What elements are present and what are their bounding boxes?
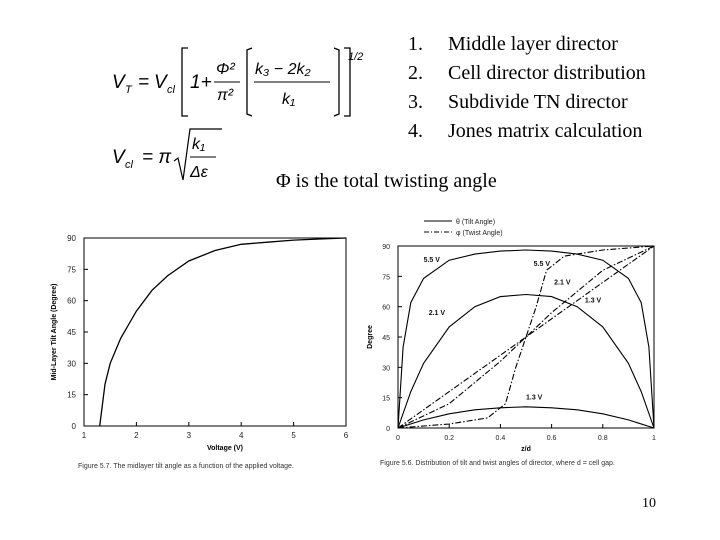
- step-number: 1.: [408, 33, 423, 55]
- svg-text:V: V: [112, 147, 125, 168]
- svg-text:Φ²: Φ²: [216, 61, 235, 78]
- x-tick-label: 0.4: [495, 435, 506, 442]
- svg-text:k₃ − 2k₂: k₃ − 2k₂: [255, 61, 311, 78]
- y-tick-label: 45: [67, 328, 76, 337]
- x-tick-label: 3: [186, 431, 192, 440]
- x-tick-label: 2: [134, 431, 139, 440]
- x-tick-label: 0.6: [546, 435, 557, 442]
- svg-text:Δε: Δε: [190, 164, 208, 181]
- y-tick-label: 90: [67, 234, 76, 243]
- figure-caption-left: Figure 5.7. The midlayer tilt angle as a function of the applied voltage.: [78, 463, 294, 470]
- threshold-voltage-formula: [112, 38, 382, 118]
- step-text: Jones matrix calculation: [448, 120, 643, 142]
- x-axis-label: Voltage (V): [206, 445, 244, 452]
- tilt-twist-distribution-chart: [360, 212, 670, 462]
- y-tick-label: 30: [67, 359, 76, 369]
- svg-text:1/2: 1/2: [348, 51, 364, 63]
- svg-text:cl: cl: [167, 84, 175, 96]
- twist-curve-label: 1.3 V: [584, 297, 602, 305]
- y-tick-label: 45: [382, 335, 390, 342]
- y-tick-label: 75: [67, 265, 76, 275]
- twist-curve-label: 2.1 V: [554, 279, 571, 287]
- y-tick-label: 15: [382, 395, 390, 403]
- svg-text:=: =: [138, 72, 150, 93]
- y-tick-label: 90: [382, 244, 390, 251]
- svg-text:k₁: k₁: [192, 136, 206, 153]
- y-tick-label: 0: [386, 426, 390, 433]
- x-tick-label: 5: [291, 431, 296, 440]
- svg-text:V: V: [154, 72, 167, 93]
- step-text: Middle layer director: [448, 33, 618, 55]
- critical-voltage-formula: [112, 125, 232, 190]
- step-number: 3.: [408, 91, 423, 113]
- page-number: 10: [642, 496, 656, 511]
- tilt-curve-label: 2.1 V: [428, 309, 446, 317]
- svg-text:V: V: [112, 72, 125, 93]
- legend-label: φ (Twist Angle): [456, 230, 503, 237]
- svg-text:T: T: [125, 84, 132, 96]
- x-tick-label: 0.2: [444, 435, 455, 442]
- x-tick-label: 0.8: [597, 435, 608, 442]
- tilt-vs-voltage-chart: [40, 228, 360, 458]
- x-axis-label: z/d: [521, 446, 531, 453]
- svg-text:1+: 1+: [190, 72, 212, 93]
- y-tick-label: 60: [382, 304, 390, 312]
- y-axis-label: Degree: [367, 325, 374, 349]
- x-tick-label: 0: [396, 435, 400, 442]
- legend-label: θ (Tilt Angle): [456, 219, 496, 226]
- y-tick-label: 60: [67, 296, 76, 306]
- tilt-curve-label: 5.5 V: [423, 257, 440, 265]
- figure-caption-right: Figure 5.6. Distribution of tilt and twist angles of director, where d = cell gap.: [380, 460, 615, 467]
- method-steps-list: [408, 30, 708, 146]
- tilt-curve: [100, 238, 346, 426]
- x-tick-label: 6: [343, 431, 349, 440]
- x-tick-label: 4: [238, 431, 244, 440]
- svg-text:cl: cl: [125, 159, 133, 171]
- x-tick-label: 1: [81, 431, 87, 440]
- step-number: 4.: [408, 120, 423, 142]
- step-text: Cell director distribution: [448, 62, 646, 84]
- y-tick-label: 30: [382, 365, 390, 373]
- twist-angle-note: Φ is the total twisting angle: [276, 170, 497, 192]
- step-item: [408, 88, 708, 117]
- svg-text:= π: = π: [142, 147, 172, 168]
- plot-frame: [84, 238, 346, 426]
- twist-curve-label: 5.5 V: [533, 261, 551, 269]
- y-axis-label: Mid-Layer Tilt Angle (Degree): [51, 283, 58, 381]
- step-text: Subdivide TN director: [448, 91, 628, 113]
- step-number: 2.: [408, 62, 423, 84]
- y-tick-label: 15: [67, 390, 76, 400]
- y-tick-label: 75: [382, 274, 390, 282]
- y-tick-label: 0: [71, 422, 76, 431]
- step-item: [408, 59, 708, 88]
- x-tick-label: 1: [652, 435, 656, 442]
- step-item: [408, 30, 708, 59]
- tilt-curve-label: 1.3 V: [526, 394, 543, 402]
- svg-text:k₁: k₁: [282, 91, 296, 108]
- step-item: [408, 117, 708, 146]
- svg-text:π²: π²: [217, 87, 234, 104]
